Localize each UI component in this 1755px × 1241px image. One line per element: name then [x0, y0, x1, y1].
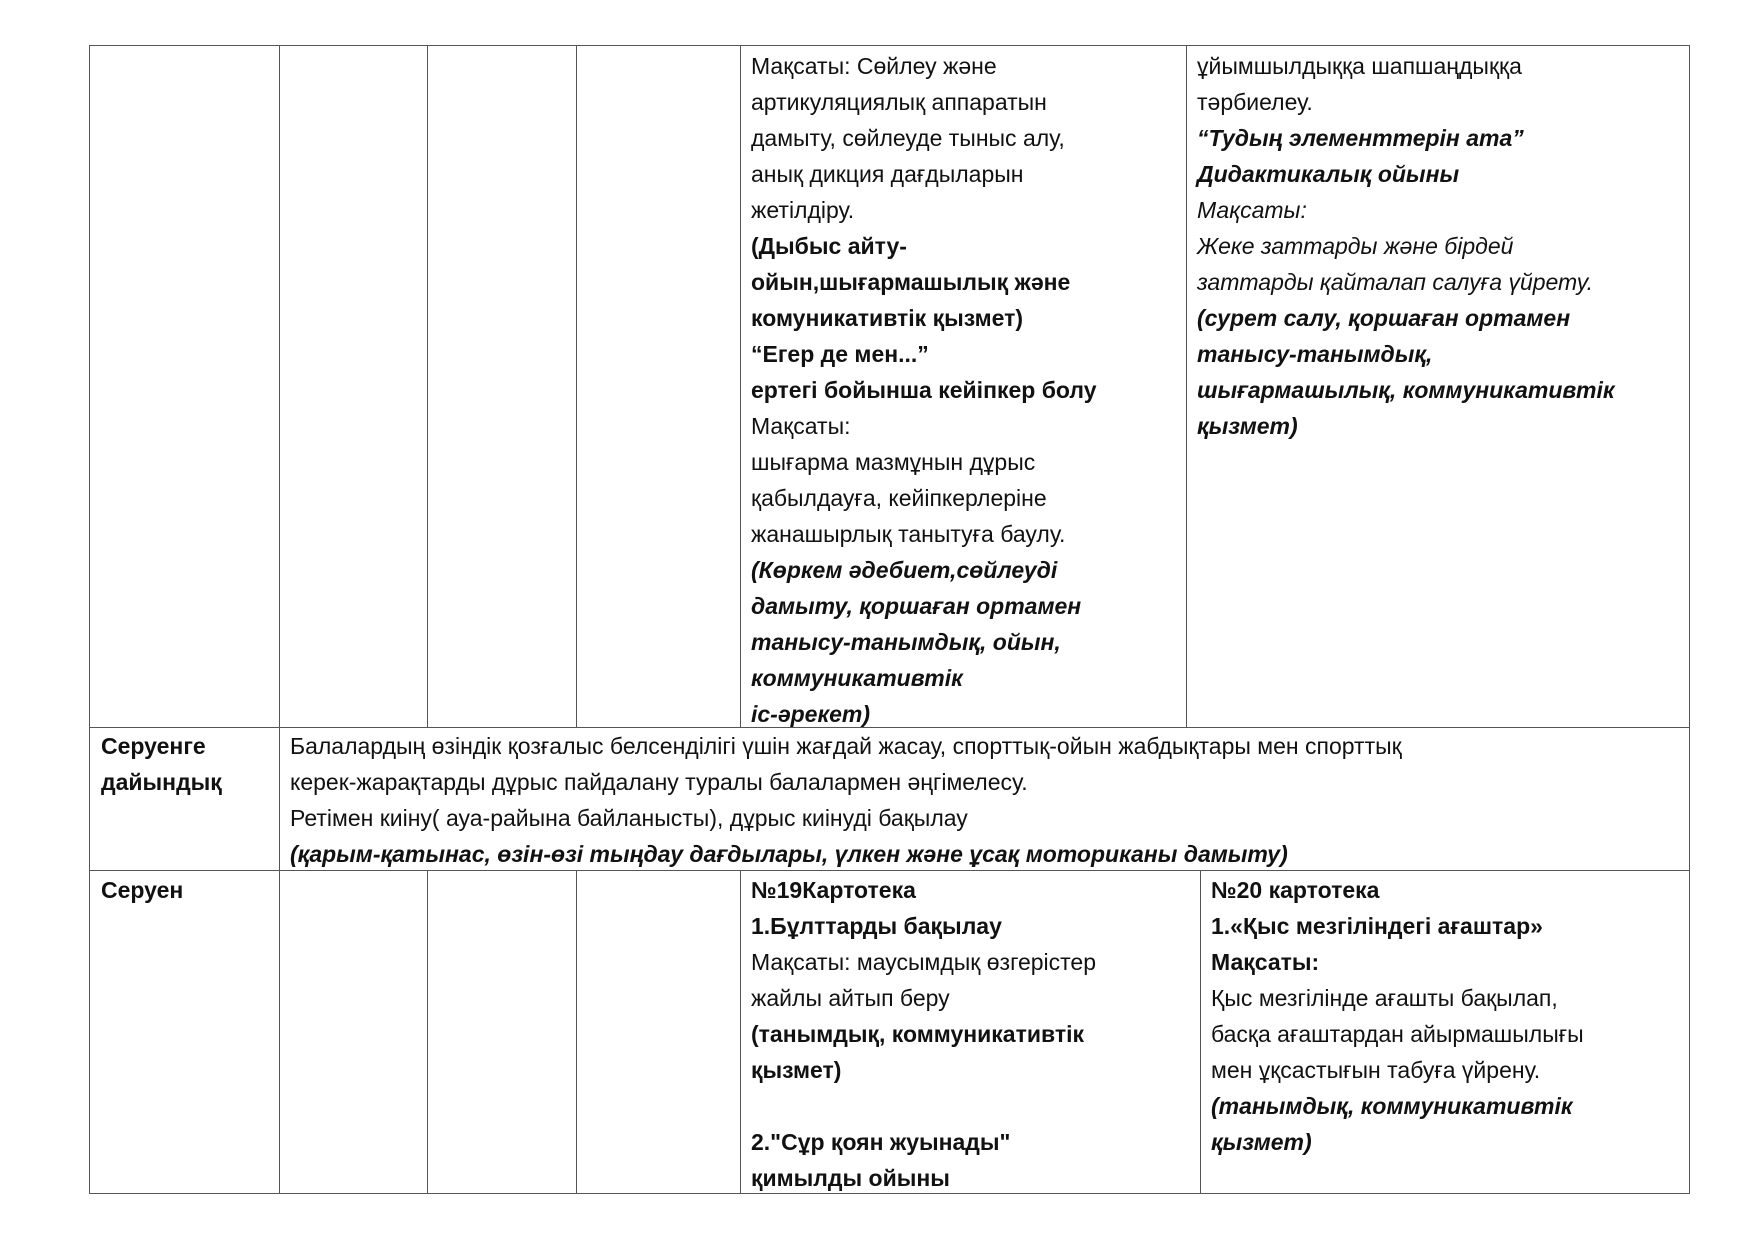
text-line: комуникативтік қызмет) [751, 305, 1024, 331]
text-line: тәрбиелеу. [1197, 89, 1313, 115]
text-line: ұйымшылдыққа шапшаңдыққа [1197, 53, 1522, 79]
text-line: (танымдық, коммуникативтік [1211, 1093, 1573, 1119]
text-line: Мақсаты: [1211, 949, 1320, 975]
row3-col-divider [279, 870, 280, 1193]
row3-col6-cell [1211, 872, 1584, 1160]
text-line: Қыс мезгілінде ағашты бақылап, [1211, 985, 1558, 1011]
text-line: (танымдық, коммуникативтік [751, 1021, 1085, 1047]
row2-col-divider [279, 727, 280, 870]
row3-col5-cell [751, 872, 1096, 1196]
row1-col-divider [279, 45, 280, 727]
text-line: іс-әрекет) [751, 701, 871, 727]
text-line: Мақсаты: маусымдық өзгерістер [751, 949, 1097, 975]
text-line: басқа ағаштардан айырмашылығы [1211, 1021, 1584, 1047]
text-line: (сурет салу, қоршаған ортамен [1197, 305, 1571, 331]
row-label-line: Серуенге [101, 733, 206, 759]
text-line: танысу-танымдық, ойын, [751, 629, 1061, 655]
text-line: танысу-танымдық, [1197, 341, 1433, 367]
text-line: (қарым-қатынас, өзін-өзі тыңдау дағдылары, үлкен және ұсақ моториканы дамыту) [290, 841, 1288, 867]
text-line: заттарды қайталап салуға үйрету. [1197, 269, 1594, 295]
text-line: Мақсаты: Сөйлеу және [751, 53, 997, 79]
row2-content [290, 728, 1402, 872]
text-line: шығармашылық, коммуникативтік [1197, 377, 1615, 403]
text-line: (Дыбыс айту- [751, 233, 907, 259]
row-label-line: дайындық [101, 769, 222, 795]
text-line: шығарма мазмұнын дұрыс [751, 449, 1036, 475]
text-line: “Тудың элементтерін ата” [1197, 125, 1524, 151]
row3-label [101, 872, 183, 908]
row3-col-divider [427, 870, 428, 1193]
row1-col-divider [427, 45, 428, 727]
table-border-left [89, 45, 90, 1194]
text-line: керек-жарақтарды дұрыс пайдалану туралы балалармен әңгімелесу. [290, 769, 1028, 795]
text-line: ертегі бойынша кейіпкер болу [751, 377, 1097, 403]
text-line: Мақсаты: [751, 413, 851, 439]
text-line: Жеке заттарды және бірдей [1197, 233, 1514, 259]
text-line: Балалардың өзіндік қозғалыс белсенділігі үшін жағдай жасау, спорттық-ойын жабдықтары мен спорттық [290, 733, 1402, 759]
text-line: ойын,шығармашылық және [751, 269, 1071, 295]
text-line: “Егер де мен...” [751, 341, 929, 367]
row-label-line: Серуен [101, 877, 184, 903]
text-line: қызмет) [1197, 413, 1298, 439]
row3-col-divider [1200, 870, 1201, 1193]
text-line: қызмет) [751, 1057, 842, 1083]
text-line: дамыту, сөйлеуде тыныс алу, [751, 125, 1065, 151]
row3-col-divider [576, 870, 577, 1193]
text-line: мен ұқсастығын табуға үйрену. [1211, 1057, 1541, 1083]
text-line: жайлы айтып беру [751, 985, 950, 1011]
text-line: қызмет) [1211, 1129, 1312, 1155]
row1-col-divider [1186, 45, 1187, 727]
text-line: 1.«Қыс мезгіліндегі ағаштар» [1211, 913, 1543, 939]
text-line: Ретімен киіну( ауа-райына байланысты), дұрыс киінуді бақылау [290, 805, 968, 831]
table-border-top [89, 45, 1689, 46]
text-line: қабылдауға, кейіпкерлеріне [751, 485, 1047, 511]
text-line: 1.Бұлттарды бақылау [751, 913, 1002, 939]
text-line: №19Картотека [751, 877, 916, 903]
row1-col-divider [740, 45, 741, 727]
row1-col-divider [576, 45, 577, 727]
text-line: Мақсаты: [1197, 197, 1307, 223]
row1-col6-cell [1197, 48, 1615, 444]
text-line: жанашырлық танытуға баулу. [751, 521, 1066, 547]
text-line: №20 картотека [1211, 877, 1380, 903]
text-line: жетілдіру. [751, 197, 855, 223]
text-line: дамыту, қоршаған ортамен [751, 593, 1082, 619]
row2-label [101, 728, 222, 800]
text-line: артикуляциялық аппаратын [751, 89, 1047, 115]
text-line: қимылды ойыны [751, 1165, 950, 1191]
row3-col-divider [740, 870, 741, 1193]
text-line: (Көркем әдебиет,сөйлеуді [751, 557, 1058, 583]
text-line: коммуникативтік [751, 665, 963, 691]
row1-col5-cell [751, 48, 1096, 732]
table-border-right [1689, 45, 1690, 1194]
text-line: анық дикция дағдыларын [751, 161, 1024, 187]
text-line: Дидактикалық ойыны [1197, 161, 1460, 187]
text-line: 2."Сұр қоян жуынады" [751, 1129, 1011, 1155]
text-line [751, 1088, 1096, 1124]
